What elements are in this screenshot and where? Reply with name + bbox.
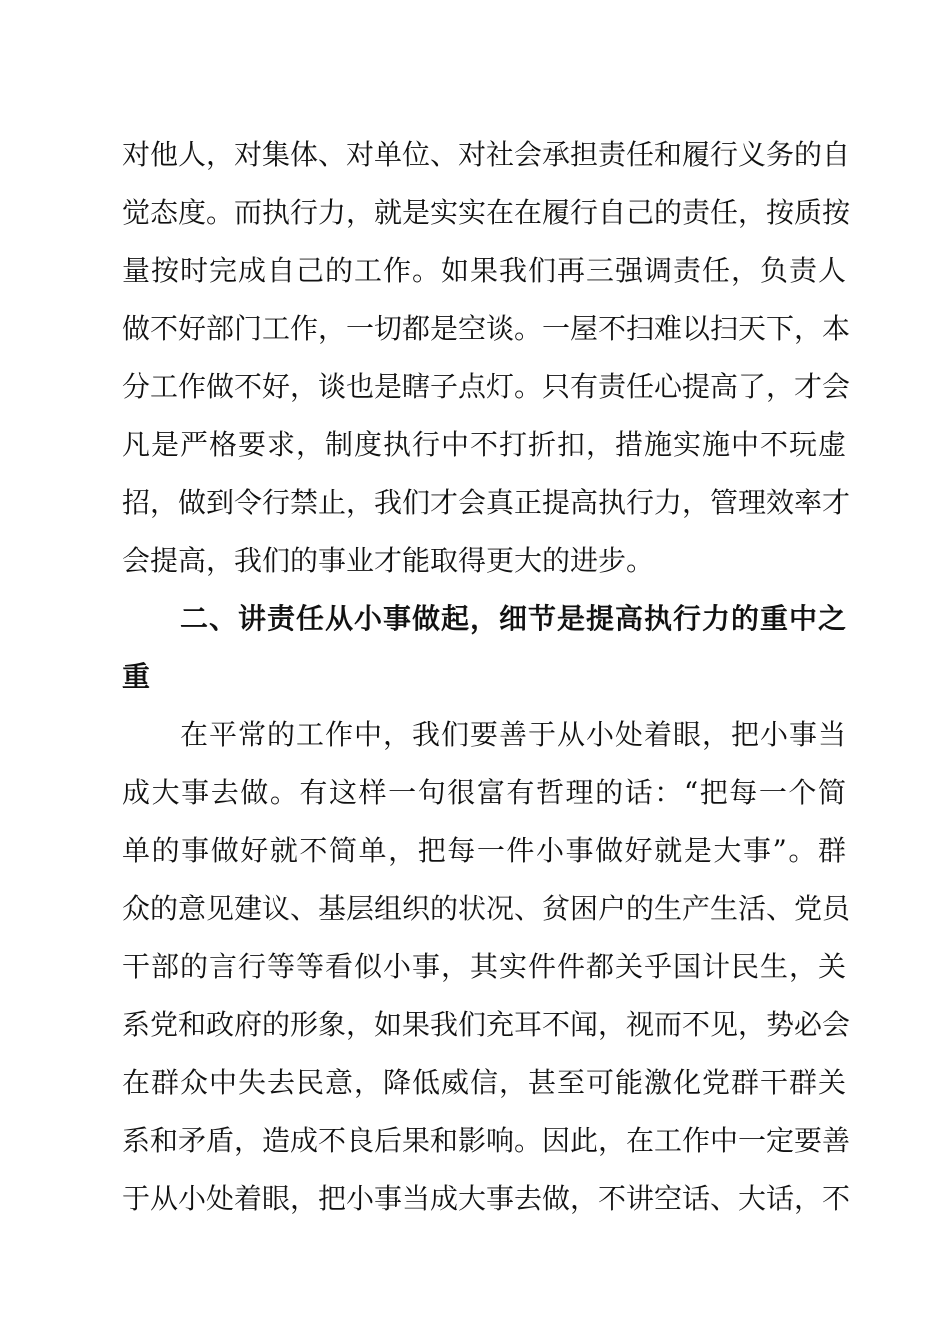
paragraph-1-line-4: 做不好部门工作，一切都是空谈。一屋不扫难以扫天下，本 bbox=[122, 312, 851, 345]
section-heading-line-1: 二、讲责任从小事做起，细节是提高执行力的重中之 bbox=[180, 602, 846, 635]
paragraph-1-line-2: 觉态度。而执行力，就是实实在在履行自己的责任，按质按 bbox=[122, 196, 851, 229]
paragraph-1-line-3: 量按时完成自己的工作。如果我们再三强调责任，负责人 bbox=[122, 254, 846, 287]
paragraph-2-line-6: 系党和政府的形象，如果我们充耳不闻，视而不见，势必会 bbox=[122, 1008, 851, 1041]
paragraph-1-line-7: 招，做到令行禁止，我们才会真正提高执行力，管理效率才 bbox=[122, 486, 851, 519]
paragraph-2-line-2: 成大事去做。有这样一句很富有哲理的话：“把每一个简 bbox=[122, 776, 846, 809]
paragraph-2-line-4: 众的意见建议、基层组织的状况、贫困户的生产生活、党员 bbox=[122, 892, 851, 925]
paragraph-2-line-1: 在平常的工作中，我们要善于从小处着眼，把小事当 bbox=[180, 718, 846, 751]
paragraph-2-line-8: 系和矛盾，造成不良后果和影响。因此，在工作中一定要善 bbox=[122, 1124, 851, 1157]
paragraph-1-line-5: 分工作做不好，谈也是瞎子点灯。只有责任心提高了，才会 bbox=[122, 370, 851, 403]
paragraph-1-line-8: 会提高，我们的事业才能取得更大的进步。 bbox=[122, 544, 655, 577]
paragraph-2-line-7: 在群众中失去民意，降低威信，甚至可能激化党群干群关 bbox=[122, 1066, 846, 1099]
paragraph-1-line-6: 凡是严格要求，制度执行中不打折扣，措施实施中不玩虚 bbox=[122, 428, 846, 461]
paragraph-2-line-9: 于从小处着眼，把小事当成大事去做，不讲空话、大话，不 bbox=[122, 1182, 851, 1215]
paragraph-2-line-3: 单的事做好就不简单，把每一件小事做好就是大事”。群 bbox=[122, 834, 846, 867]
section-heading-line-2: 重 bbox=[122, 660, 151, 693]
paragraph-2-line-5: 干部的言行等等看似小事，其实件件都关乎国计民生，关 bbox=[122, 950, 846, 983]
paragraph-1-line-1: 对他人，对集体、对单位、对社会承担责任和履行义务的自 bbox=[122, 138, 851, 171]
